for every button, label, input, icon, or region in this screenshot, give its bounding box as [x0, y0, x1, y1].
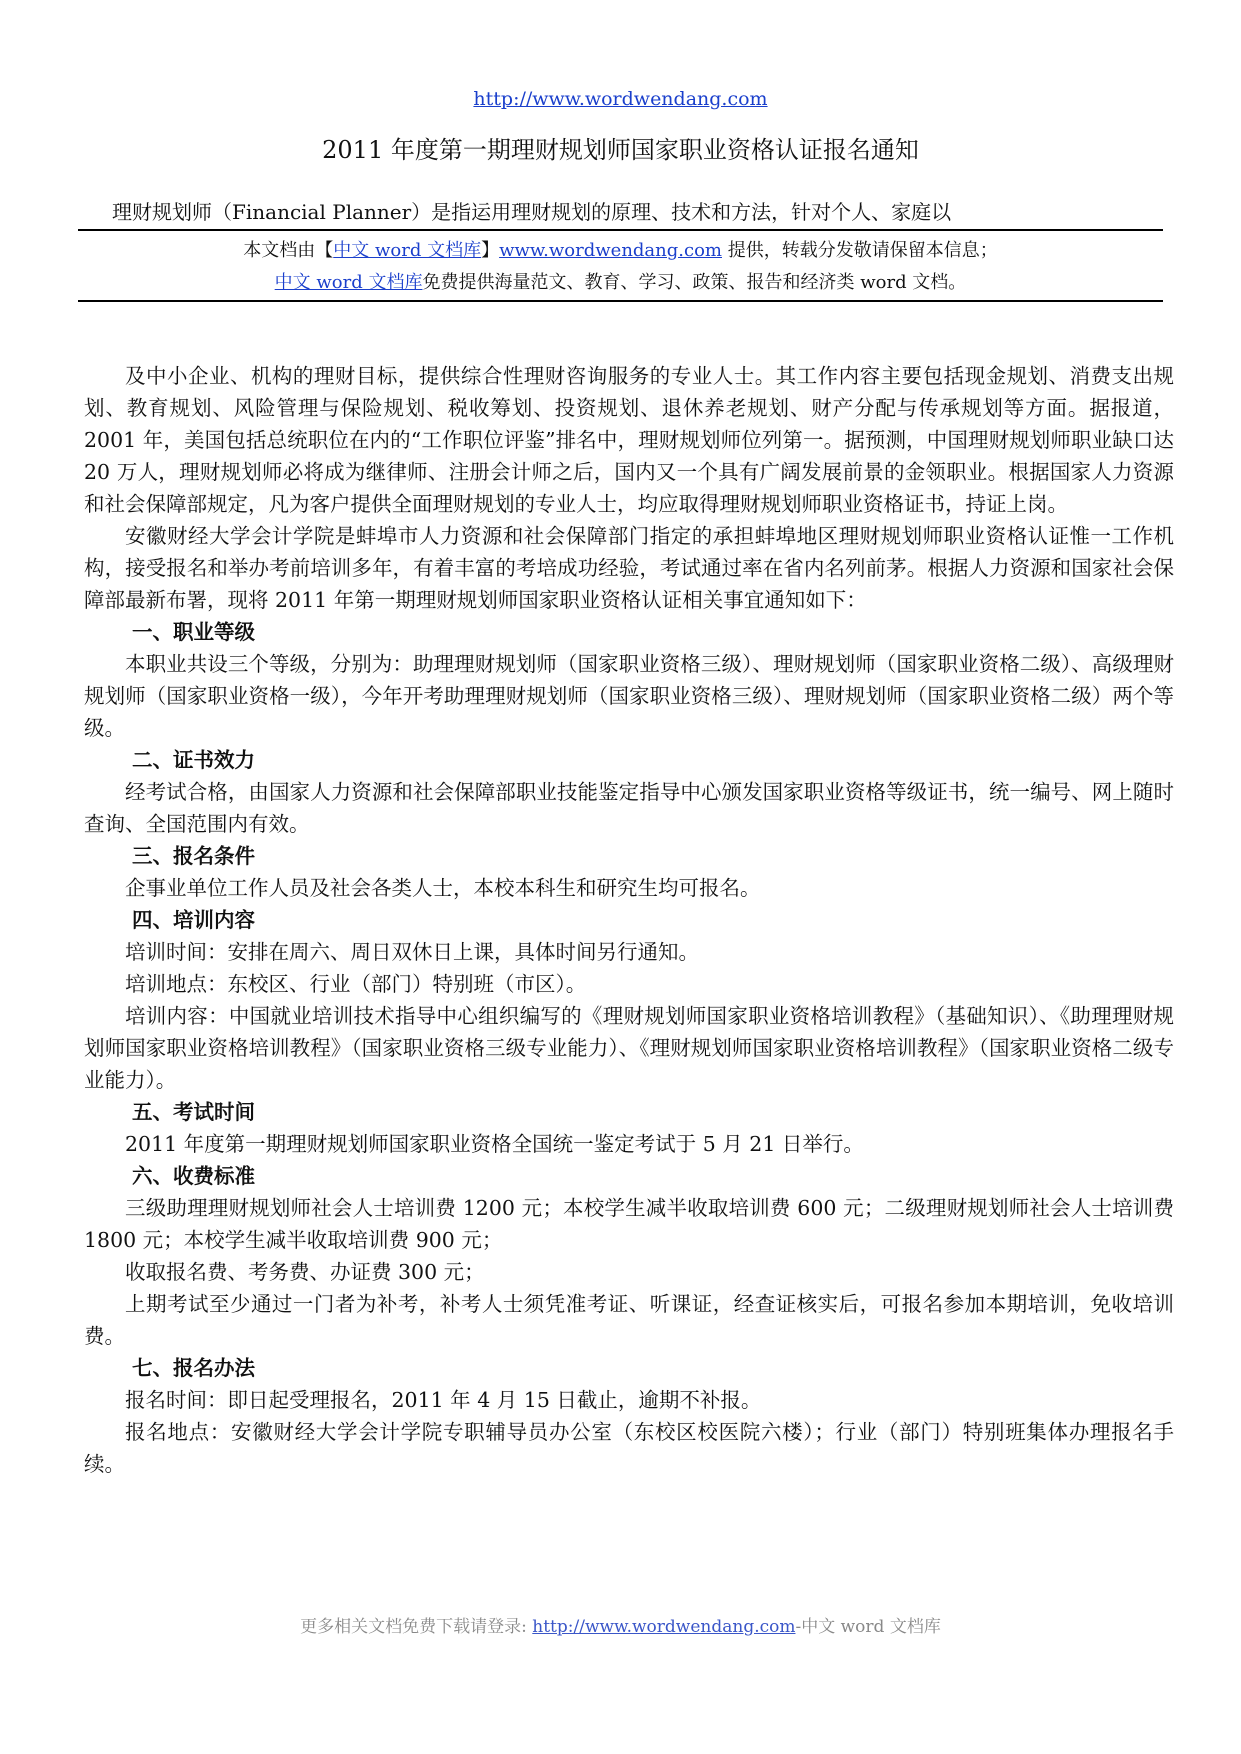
paragraph: 报名地点：安徽财经大学会计学院专职辅导员办公室（东校区校医院六楼）；行业（部门）特别班集体办理报名手续。 [84, 1420, 1174, 1476]
section-heading: 七、报名办法 [132, 1356, 255, 1380]
section-heading: 四、培训内容 [132, 908, 255, 932]
paragraph: 培训内容：中国就业培训技术指导中心组织编写的《理财规划师国家职业资格培训教程》（基础知识）、《助理理财规划师国家职业资格培训教程》（国家职业资格三级专业能力）、《理财规划师国家职业资格培训教程》（国家职业资格二级专业能力）。 [84, 1004, 1174, 1092]
footer-text: 更多相关文档免费下载请登录: [300, 1617, 533, 1637]
notice-library-link-2[interactable]: 中文 word 文档库 [274, 272, 423, 293]
section-heading: 五、考试时间 [132, 1100, 255, 1124]
section-heading: 三、报名条件 [132, 844, 255, 868]
intro-line: 理财规划师（Financial Planner）是指运用理财规划的原理、技术和方法，针对个人、家庭以 [112, 200, 952, 224]
notice-library-link[interactable]: 中文 word 文档库 [333, 240, 482, 261]
notice-line-2 [0, 268, 1241, 294]
section-heading: 六、收费标准 [132, 1164, 255, 1188]
paragraph: 及中小企业、机构的理财目标，提供综合性理财咨询服务的专业人士。其工作内容主要包括现金规划、消费支出规划、教育规划、风险管理与保险规划、税收筹划、投资规划、退休养老规划、财产分配与传承规划等方面。据报道，2001 年，美国包括总统职位在内的“工作职位评鉴”排名中，理财规划师位列第一。据预测，中国理财规划师职业缺口达 20 万人，理财规划师必将成为继律师、注册会计师之后，国内又一个具有广阔发展前景的金领职业。根据国家人力资源和社会保障部规定，凡为客户提供全面理财规划的专业人士，均应取得理财规划师职业资格证书，持证上岗。 [84, 364, 1174, 516]
header-url-line [0, 88, 1241, 110]
paragraph: 三级助理理财规划师社会人士培训费 1200 元；本校学生减半收取培训费 600 元；二级理财规划师社会人士培训费 1800 元；本校学生减半收取培训费 900 元； [84, 1196, 1174, 1252]
notice-line-1 [0, 236, 1241, 262]
notice-site-link[interactable]: www.wordwendang.com [499, 240, 722, 261]
paragraph: 报名时间：即日起受理报名，2011 年 4 月 15 日截止，逾期不补报。 [125, 1388, 762, 1412]
notice-text: 本文档由【 [243, 240, 334, 261]
paragraph: 经考试合格，由国家人力资源和社会保障部职业技能鉴定指导中心颁发国家职业资格等级证书，统一编号、网上随时查询、全国范围内有效。 [84, 780, 1174, 836]
bottom-divider [78, 300, 1163, 302]
paragraph: 上期考试至少通过一门者为补考，补考人士须凭准考证、听课证，经查证核实后，可报名参加本期培训，免收培训费。 [84, 1292, 1174, 1348]
paragraph: 培训时间：安排在周六、周日双休日上课，具体时间另行通知。 [125, 940, 699, 964]
section-heading: 二、证书效力 [132, 748, 255, 772]
document-body [84, 360, 1174, 1480]
notice-text: 免费提供海量范文、教育、学习、政策、报告和经济类 word 文档。 [422, 272, 967, 293]
footer-text: -中文 word 文档库 [795, 1617, 941, 1637]
paragraph: 培训地点：东校区、行业（部门）特别班（市区）。 [125, 972, 587, 996]
page-title: 2011 年度第一期理财规划师国家职业资格认证报名通知 [322, 136, 919, 164]
notice-text: 提供，转载分发敬请保留本信息； [722, 240, 998, 261]
notice-text: 】 [481, 240, 500, 261]
paragraph: 安徽财经大学会计学院是蚌埠市人力资源和社会保障部门指定的承担蚌埠地区理财规划师职业资格认证惟一工作机构，接受报名和举办考前培训多年，有着丰富的考培成功经验，考试通过率在省内名列前茅。根据人力资源和国家社会保障部最新布署，现将 2011 年第一期理财规划师国家职业资格认证相关事宜通知如下： [84, 524, 1174, 612]
paragraph: 企事业单位工作人员及社会各类人士，本校本科生和研究生均可报名。 [125, 876, 761, 900]
footer-link[interactable]: http://www.wordwendang.com [532, 1617, 796, 1637]
paragraph: 收取报名费、考务费、办证费 300 元； [125, 1260, 485, 1284]
top-divider [78, 229, 1163, 231]
paragraph: 本职业共设三个等级，分别为：助理理财规划师（国家职业资格三级）、理财规划师（国家职业资格二级）、高级理财规划师（国家职业资格一级），今年开考助理理财规划师（国家职业资格三级）、理财规划师（国家职业资格二级）两个等级。 [84, 652, 1174, 740]
page-footer [0, 1612, 1241, 1637]
section-heading: 一、职业等级 [132, 620, 255, 644]
header-url-link[interactable]: http://www.wordwendang.com [473, 88, 768, 110]
paragraph: 2011 年度第一期理财规划师国家职业资格全国统一鉴定考试于 5 月 21 日举行。 [125, 1132, 864, 1156]
